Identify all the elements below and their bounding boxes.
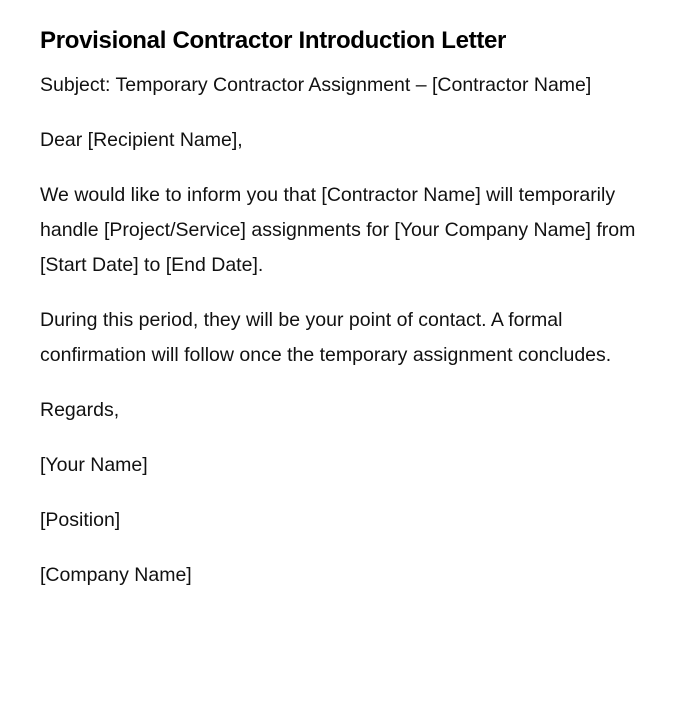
signature-company: [Company Name] (40, 564, 192, 586)
signature-position: [Position] (40, 509, 121, 531)
letter-title: Provisional Contractor Introduction Letter (40, 27, 507, 54)
letter-closing: Regards, (40, 399, 120, 421)
letter-subject: Subject: Temporary Contractor Assignment – [Contractor Name] (40, 74, 592, 96)
letter-greeting: Dear [Recipient Name], (40, 129, 243, 151)
signature-name: [Your Name] (40, 454, 148, 476)
letter-body-paragraph-1: We would like to inform you that [Contractor Name] will temporarily handle [Project/Service] assignments for [Your Company Name] from [Start Date] to [End Date]. (40, 184, 636, 276)
letter-body-paragraph-2: During this period, they will be your point of contact. A formal confirmation will follow once the temporary assignment concludes. (40, 309, 612, 366)
